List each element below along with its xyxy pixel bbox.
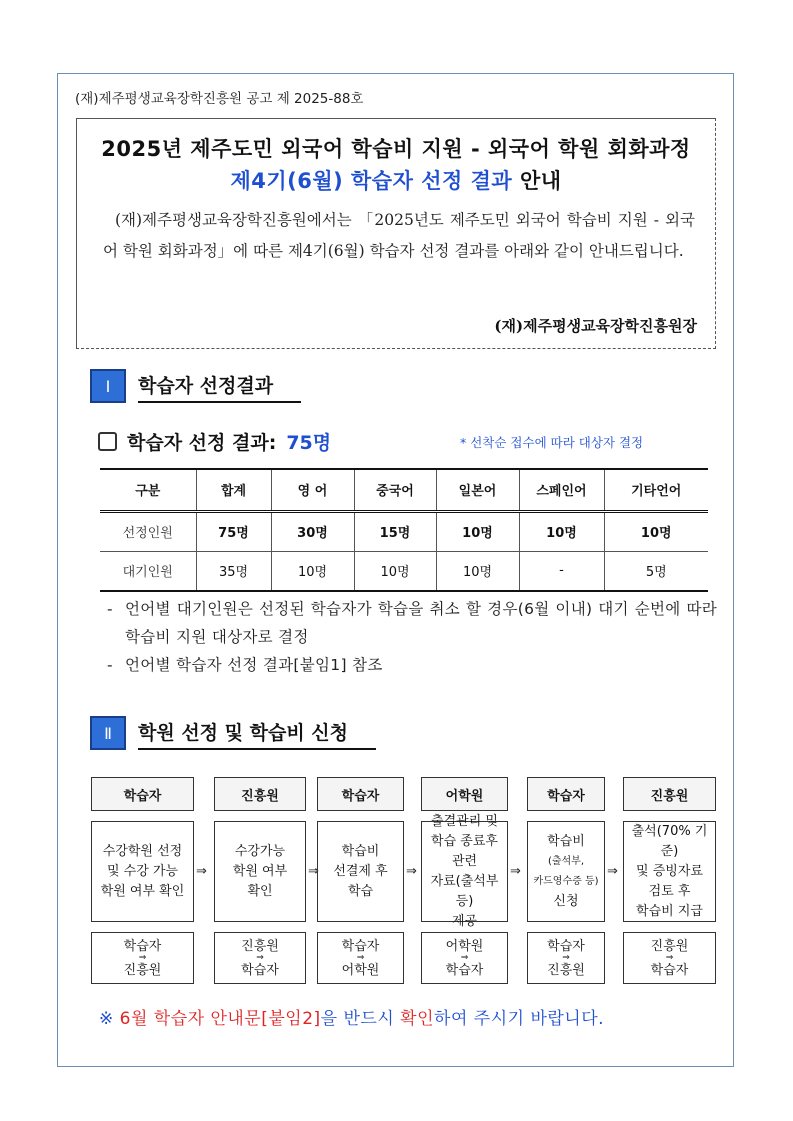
table-cell: 35명 [196, 551, 271, 591]
flow-step-description [527, 821, 605, 922]
notes-list [107, 595, 717, 679]
intro-paragraph: (재)제주평생교육장학진흥원에서는 「2025년도 제주도민 외국어 학습비 지원 - 외국어 학원 회화과정」에 따른 제4기(6월) 학습자 선정 결과를 아래와 같이 안내드립니다. [103, 211, 695, 260]
flow-from: 진흥원 [650, 938, 689, 954]
table-cell: 10명 [436, 551, 519, 591]
flow-step-line: 확인 [247, 883, 273, 899]
list-item-text: 언어별 학습자 선정 결과[붙임1] 참조 [125, 656, 383, 674]
flow-step-direction [421, 932, 508, 984]
flow-step-direction [623, 932, 716, 984]
table-header: 중국어 [354, 469, 436, 511]
notice-red: 6월 학습자 안내문[붙임2] [119, 1009, 321, 1029]
flow-step-description [91, 821, 194, 922]
list-item-text: 언어별 대기인원은 선정된 학습자가 학습을 취소 할 경우(6월 이내) 대기 순번에 따라 학습비 지원 대상자로 결정 [125, 600, 717, 646]
arrow-right-icon: ⇒ [406, 864, 417, 879]
flow-step-line: 자료(출석부 등) [430, 873, 499, 909]
table-cell: 10명 [604, 511, 708, 551]
flow-step-line: 관련 [451, 853, 478, 869]
final-notice [99, 1004, 604, 1029]
table-cell: 10명 [519, 511, 604, 551]
flow-step-header: 진흥원 [623, 777, 716, 811]
flow-to: 학습자 [445, 962, 484, 978]
flow-step-line: 검토 후 [648, 883, 691, 899]
arrow-right-icon: ⇒ [607, 864, 618, 879]
arrow-right-icon: ⇒ [196, 864, 207, 879]
table-cell: 대기인원 [100, 551, 196, 591]
title-tail: 안내 [512, 169, 562, 193]
table-header-row [100, 469, 708, 511]
notice-red: 확인 [400, 1009, 435, 1029]
notice-blue: 하여 주시기 바랍니다. [434, 1009, 605, 1029]
arrow-down-icon: ⇒ [356, 952, 365, 963]
table-cell: - [519, 551, 604, 591]
flow-step-line: 신청 [553, 893, 579, 909]
flow-from: 진흥원 [241, 938, 279, 954]
arrow-down-icon: ⇒ [138, 952, 147, 963]
flow-from: 학습자 [341, 938, 380, 954]
table-header: 기타언어 [604, 469, 708, 511]
flow-step-line: 학습비 지급 [636, 903, 703, 919]
table-cell: 10명 [354, 551, 436, 591]
arrow-down-icon: ⇒ [256, 952, 264, 963]
result-note: * 선착순 접수에 따라 대상자 결정 [460, 435, 644, 450]
arrow-down-icon: ⇒ [665, 952, 674, 963]
flow-from: 학습자 [547, 938, 585, 954]
flow-step-description [421, 813, 508, 929]
table-cell: 5명 [604, 551, 708, 591]
flow-step-line: 학습 종료후 [431, 833, 498, 849]
section-number-badge: Ⅱ [90, 716, 126, 750]
title-line1: 2025년 제주도민 외국어 학습비 지원 - 외국어 학원 회화과정 [101, 137, 691, 161]
table-cell: 선정인원 [100, 511, 196, 551]
flow-step-direction [527, 932, 605, 984]
table-header: 합계 [196, 469, 271, 511]
title-line2 [77, 165, 715, 195]
section-number-badge: Ⅰ [90, 369, 126, 403]
flow-step-line: 학습비 [547, 833, 585, 849]
flow-step-line: 학원 여부 확인 [100, 883, 185, 899]
flow-step-direction [91, 932, 194, 984]
table-cell: 10명 [271, 551, 354, 591]
result-label: 학습자 선정 결과: [127, 432, 277, 454]
table-header: 영 어 [271, 469, 354, 511]
list-item: - 언어별 대기인원은 선정된 학습자가 학습을 취소 할 경우(6월 이내) 대기 순번에 따라 학습비 지원 대상자로 결정 [107, 595, 717, 651]
table-cell: 15명 [354, 511, 436, 551]
flow-step-line: 학습 [347, 883, 374, 899]
flow-step-description [214, 821, 306, 922]
flow-step-line: 수강가능 [234, 843, 286, 859]
section-heading-1 [90, 369, 301, 403]
flow-step-line: 학습비 [341, 843, 380, 859]
flow-step-header: 진흥원 [214, 777, 306, 811]
selection-table [100, 468, 708, 592]
flow-step-line: 학원 여부 [232, 863, 288, 879]
table-header: 일본어 [436, 469, 519, 511]
result-summary [98, 428, 331, 455]
flow-step-line: 출석(70% 기준) [631, 823, 708, 859]
flow-to: 학습자 [650, 962, 689, 978]
notice-mark: ※ [99, 1009, 120, 1029]
notice-blue: 반드시 [343, 1009, 401, 1029]
header-box [76, 118, 716, 349]
flow-step-header: 어학원 [421, 777, 508, 811]
table-header: 스페인어 [519, 469, 604, 511]
flow-step-line: 출결관리 및 [431, 813, 498, 829]
table-row [100, 551, 708, 591]
flow-step-description [317, 821, 404, 922]
notice-blue: 을 [320, 1009, 344, 1029]
flow-step-line: 제공 [451, 913, 478, 929]
flow-step-line: 수강학원 선정 [102, 843, 183, 859]
flow-to: 학습자 [241, 962, 279, 978]
flow-to: 어학원 [341, 962, 380, 978]
result-value: 75명 [286, 432, 332, 454]
flow-step-header: 학습자 [527, 777, 605, 811]
section-heading-2 [90, 716, 376, 750]
table-cell: 30명 [271, 511, 354, 551]
section-title: 학습자 선정결과 [138, 371, 301, 403]
flow-from: 학습자 [123, 938, 162, 954]
flow-step-description [623, 821, 716, 922]
flow-step-line: (출석부, [547, 855, 585, 867]
flow-step-line: 카드영수증 등) [533, 875, 599, 887]
flow-step-header: 학습자 [317, 777, 404, 811]
flow-step-line: 및 증빙자료 [636, 863, 703, 879]
arrow-right-icon: ⇒ [510, 864, 521, 879]
table-cell: 75명 [196, 511, 271, 551]
table-row [100, 511, 708, 551]
process-flow [91, 777, 717, 987]
flow-to: 진흥원 [547, 962, 585, 978]
table-header: 구분 [100, 469, 196, 511]
arrow-down-icon: ⇒ [562, 952, 570, 963]
flow-step-direction [214, 932, 306, 984]
flow-step-direction [317, 932, 404, 984]
checkbox-icon [98, 432, 117, 451]
arrow-right-icon: ⇒ [308, 864, 319, 879]
flow-from: 어학원 [445, 938, 484, 954]
signature: (재)제주평생교육장학진흥원장 [494, 317, 697, 335]
list-item: - 언어별 학습자 선정 결과[붙임1] 참조 [107, 651, 717, 679]
flow-step-line: 선결제 후 [333, 863, 388, 879]
title-highlight: 제4기(6월) 학습자 선정 결과 [230, 169, 513, 193]
flow-step-header: 학습자 [91, 777, 194, 811]
notice-number: (재)제주평생교육장학진흥원 공고 제 2025-88호 [75, 91, 364, 107]
flow-to: 진흥원 [123, 962, 162, 978]
table-cell: 10명 [436, 511, 519, 551]
flow-step-line: 및 수강 가능 [106, 863, 179, 879]
arrow-down-icon: ⇒ [460, 952, 469, 963]
section-title: 학원 선정 및 학습비 신청 [138, 718, 376, 750]
